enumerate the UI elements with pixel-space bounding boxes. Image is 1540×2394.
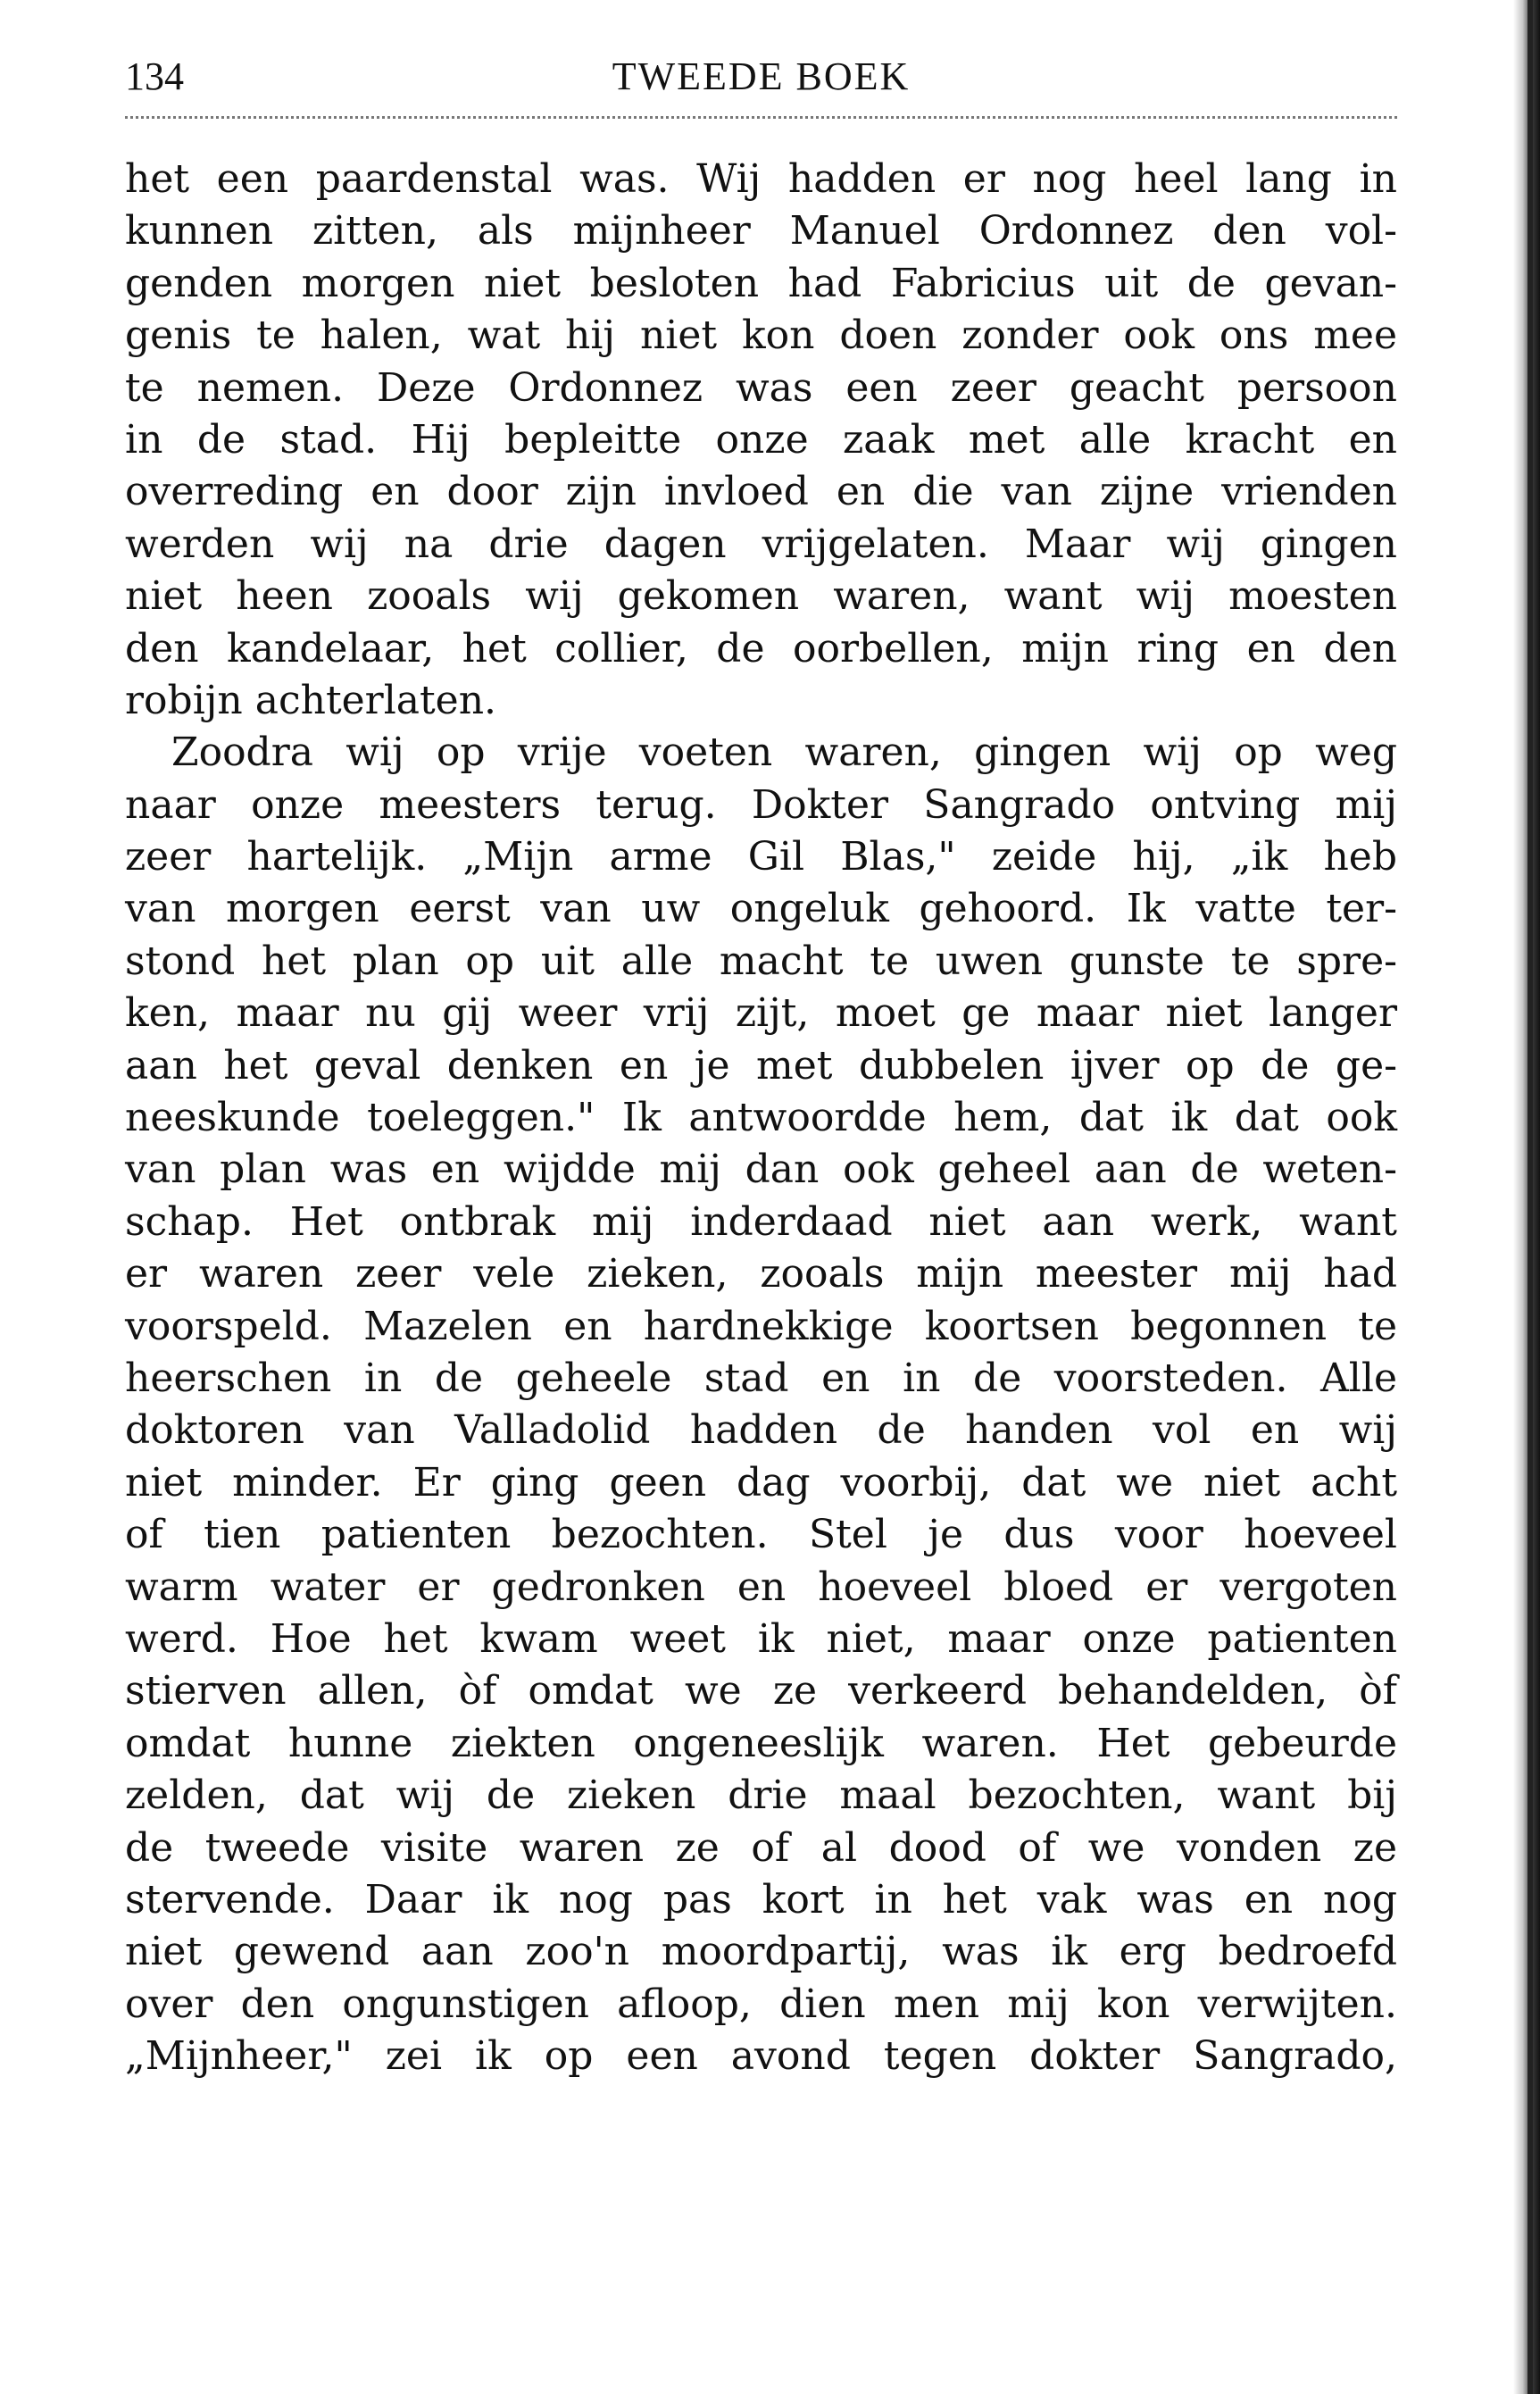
text-line: werden wij na drie dagen vrijgelaten. Maar wij gingen (125, 521, 1397, 567)
text-line: niet gewend aan zoo'n moordpartij, was ik erg bedroefd (125, 1929, 1397, 1975)
text-line: heerschen in de geheele stad en in de voorsteden. Alle (125, 1355, 1397, 1401)
text-line: doktoren van Valladolid hadden de handen vol en wij (125, 1407, 1397, 1454)
text-line: schap. Het ontbrak mij inderdaad niet aan werk, want (125, 1198, 1397, 1245)
page-header (125, 49, 1397, 104)
text-line: zeer hartelijk. „Mijn arme Gil Blas," zeide hij, „ik heb (125, 834, 1397, 880)
scan-page-edge (1513, 0, 1540, 2394)
text-line: niet heen zooals wij gekomen waren, want wij moesten (125, 573, 1397, 620)
text-line: „Mijnheer," zei ik op een avond tegen dokter Sangrado, (125, 2033, 1397, 2080)
text-line: naar onze meesters terug. Dokter Sangrado ontving mij (125, 781, 1397, 828)
text-line: er waren zeer vele zieken, zooals mijn meester mij had (125, 1251, 1397, 1297)
text-line: voorspeld. Mazelen en hardnekkige koortsen begonnen te (125, 1303, 1397, 1349)
text-line: warm water er gedronken en hoeveel bloed er vergoten (125, 1564, 1397, 1610)
text-line: over den ongunstigen afloop, dien men mij kon verwijten. (125, 1981, 1397, 2027)
text-line: niet minder. Er ging geen dag voorbij, dat we niet acht (125, 1459, 1397, 1506)
text-line: genden morgen niet besloten had Fabricius uit de gevan- (125, 260, 1397, 306)
text-line: van plan was en wijdde mij dan ook geheel aan de weten- (125, 1147, 1397, 1193)
text-line: overreding en door zijn invloed en die van zijne vrienden (125, 469, 1397, 515)
text-line: omdat hunne ziekten ongeneeslijk waren. Het gebeurde (125, 1720, 1397, 1766)
running-head: TWEEDE BOEK (612, 54, 911, 98)
body-text (125, 154, 1397, 2082)
text-line: van morgen eerst van uw ongeluk gehoord. Ik vatte ter- (125, 886, 1397, 932)
paragraph-start-line: Zoodra wij op vrije voeten waren, gingen wij op weg (171, 730, 1397, 776)
header-dotted-rule (125, 116, 1397, 119)
page-number: 134 (125, 54, 184, 98)
text-line: werd. Hoe het kwam weet ik niet, maar onze patienten (125, 1615, 1397, 1662)
text-line: stond het plan op uit alle macht te uwen gunste te spre- (125, 938, 1397, 984)
text-line: ken, maar nu gij weer vrij zijt, moet ge maar niet langer (125, 990, 1397, 1037)
text-line: stervende. Daar ik nog pas kort in het vak was en nog (125, 1876, 1397, 1923)
text-line: aan het geval denken en je met dubbelen ijver op de ge- (125, 1042, 1397, 1089)
text-line: genis te halen, wat hij niet kon doen zonder ook ons mee (125, 313, 1397, 359)
paragraph-end-line: robijn achterlaten. (125, 677, 497, 723)
text-line: den kandelaar, het collier, de oorbellen, mijn ring en den (125, 625, 1397, 671)
text-line: stierven allen, òf omdat we ze verkeerd behandelden, òf (125, 1668, 1397, 1714)
text-line: zelden, dat wij de zieken drie maal bezochten, want bij (125, 1773, 1397, 1819)
text-line: of tien patienten bezochten. Stel je dus voor hoeveel (125, 1512, 1397, 1558)
text-line: neeskunde toeleggen." Ik antwoordde hem, dat ik dat ook (125, 1095, 1397, 1141)
scan-edge-shadow (1528, 0, 1533, 2394)
text-line: in de stad. Hij bepleitte onze zaak met alle kracht en (125, 416, 1397, 463)
text-line: het een paardenstal was. Wij hadden er nog heel lang in (125, 156, 1397, 202)
text-line: de tweede visite waren ze of al dood of we vonden ze (125, 1824, 1397, 1871)
text-line: kunnen zitten, als mijnheer Manuel Ordonnez den vol- (125, 208, 1397, 254)
text-line: te nemen. Deze Ordonnez was een zeer geacht persoon (125, 364, 1397, 411)
